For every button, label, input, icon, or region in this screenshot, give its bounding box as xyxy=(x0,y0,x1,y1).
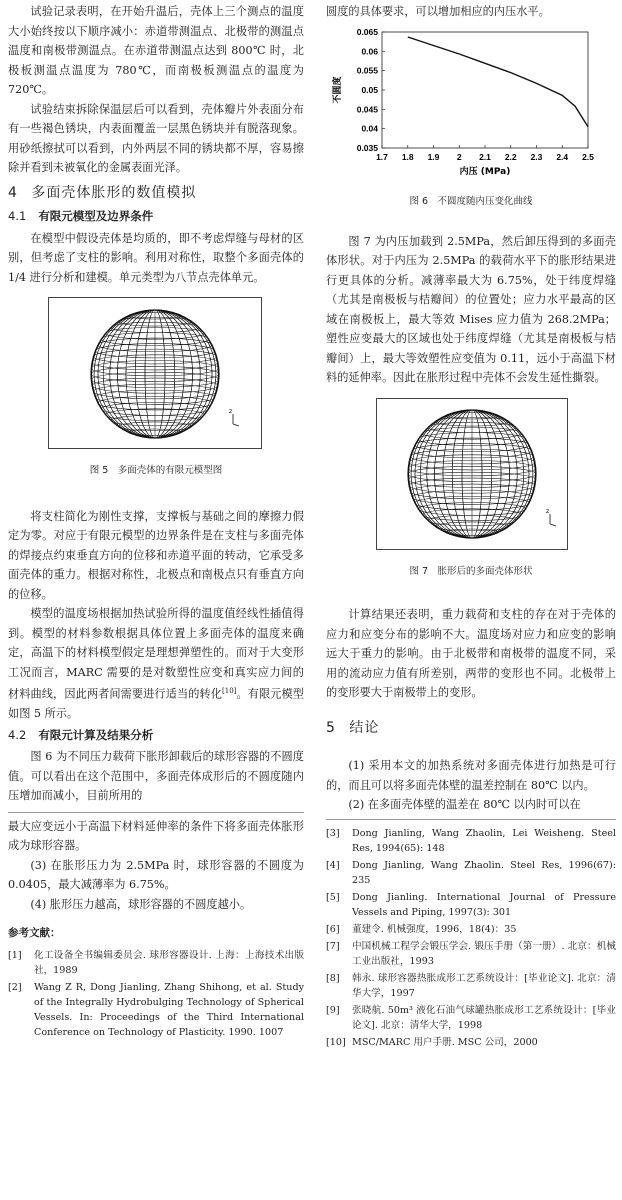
reference-number: [1] xyxy=(8,949,22,961)
reference-number: [3] xyxy=(326,827,340,839)
paragraph: 试验记录表明，在开始升温后，壳体上三个测点的温度大小始终按以下顺序减小：赤道带测温点、北极带的测温点温度和南极带测温点。在赤道带测温点达到 800℃ 时，北极板测温点温度为 780℃，而南极板测温点的温度为 720℃。 xyxy=(8,5,304,96)
reference-number: [2] xyxy=(8,981,22,993)
axis-marker xyxy=(546,508,556,526)
figure-7-caption: 图 7 胀形后的多面壳体形状 xyxy=(409,565,533,577)
paragraph: 计算结果还表明，重力载荷和支柱的存在对于壳体的应力和应变分布的影响不大。温度场对应力和应变的影响远大于重力的影响。由于北极带和南极带的温度不同，采用的流动应力值有所差别，两带的变形也不同。北极带上的变形要大于南极带上的变形。 xyxy=(326,608,616,699)
fe-model-sphere-image xyxy=(49,298,261,448)
paragraph: 试验结束拆除保温层后可以看到，壳体瓣片外表面分布有一些褐色锈块，内表面覆盖一层黑色锈块并有脱落现象。用砂纸擦拭可以看到，内外两层不同的锈块都不厚，容易擦除并看到未被氧化的金属表面光泽。 xyxy=(8,102,304,174)
subsection-heading xyxy=(8,726,304,746)
reference-number: [4] xyxy=(326,859,340,871)
x-tick-label: 2.3 xyxy=(530,151,543,162)
paragraph: 在模型中假设壳体是均质的，即不考虑焊缝与母材的区别，但考虑了支柱的影响。利用对称性，取整个多面壳体的 1/4 进行分析和建模。单元类型为八节点壳体单元。 xyxy=(8,231,304,284)
reference-text: Dong Jianling. International Journal of Pressure Vessels and Piping, 1997(3): 301 xyxy=(352,891,616,918)
text-run: 。有限元模型如图 5 所示。 xyxy=(8,687,304,721)
section-number: 4 xyxy=(8,184,18,201)
section-heading xyxy=(326,719,616,739)
reference-text: 化工设备全书编辑委员会. 球形容器设计. 上海：上海技术出版社，1989 xyxy=(34,949,304,976)
references-title: 参考文献： xyxy=(8,927,61,940)
reference-item xyxy=(326,890,616,920)
citation: [10] xyxy=(222,687,237,695)
y-tick-label: 0.06 xyxy=(361,45,378,56)
figure-6-caption: 图 6 不圆度随内压变化曲线 xyxy=(409,196,533,207)
section-heading xyxy=(8,184,304,204)
x-tick-label: 2.1 xyxy=(479,151,491,162)
reference-text: MSC/MARC 用户手册. MSC 公司，2000 xyxy=(352,1036,538,1048)
reference-text: 董建令. 机械强度，1996，18(4)：35 xyxy=(352,923,517,935)
text-run: 模型的温度场根据加热试验所得的温度值经线性插值得到。模型的材料参数根据具体位置上多面壳体的温度来确定，高温下的材料模型假定是理想弹塑性的。而对于大变形工况而言，MARC 需要的是对数塑性应变和真实应力间的材料曲线，因此两者间需要进行适当的转化 xyxy=(8,607,304,701)
reference-list xyxy=(326,826,616,1050)
reference-item xyxy=(326,1035,616,1050)
section-title: 结论 xyxy=(349,719,380,736)
paragraph xyxy=(8,604,304,724)
reference-item xyxy=(8,948,304,978)
reference-number: [8] xyxy=(326,972,340,984)
figure-7 xyxy=(376,398,568,550)
reference-item xyxy=(326,922,616,937)
section-number: 5 xyxy=(326,719,336,736)
x-tick-label: 1.8 xyxy=(401,151,414,162)
mesh-lines xyxy=(91,310,219,438)
paragraph: (1) 采用本文的加热系统对多面壳体进行加热是可行的，而且可以将多面壳体壁的温差控制在 80℃ 以内。 xyxy=(326,759,616,792)
paragraph: 图 7 为内压加载到 2.5MPa，然后卸压得到的多面壳体形状。对于内压为 2.5MPa 的载荷水平下的胀形结果进行更具体的分析。减薄率最大为 6.75%，处于纬度焊缝（尤其是南极板与桔瓣间）的位置处；应力水平最高的区域在南极板上，最大等效 Mises 应力值为 268.2MPa；塑性应变最大的区域也处于纬度焊缝（尤其是南极板与桔瓣间）上，最大等效塑性应变值为 0.11，远小于高温下材料的延伸率。因此在胀形过程中壳体不会发生延性撕裂。 xyxy=(326,234,616,384)
paragraph: (3) 在胀形压力为 2.5MPa 时，球形容器的不圆度为 0.0405，最大减薄率为 6.75%。 xyxy=(8,858,304,892)
y-tick-label: 0.05 xyxy=(361,84,378,95)
series-line xyxy=(408,37,588,127)
subsection-number: 4.2 xyxy=(8,727,27,742)
reference-text: 中国机械工程学会锻压学会. 锻压手册（第一册）. 北京：机械工业出版社，1993 xyxy=(352,940,616,967)
reference-item xyxy=(8,980,304,1040)
reference-item xyxy=(326,826,616,856)
reference-number: [5] xyxy=(326,891,340,903)
plot-frame xyxy=(382,32,588,148)
y-axis-label: 不圆度 xyxy=(333,75,343,104)
subsection-title: 有限元模型及边界条件 xyxy=(38,209,154,223)
subsection-number: 4.1 xyxy=(8,209,27,223)
reference-text: Dong Jianling, Wang Zhaolin. Steel Res, 1996(67): 235 xyxy=(352,859,616,886)
mesh-lines xyxy=(408,410,536,538)
x-tick-label: 2.4 xyxy=(556,151,569,162)
figure-5 xyxy=(48,297,262,449)
left-column xyxy=(8,2,304,1042)
y-tick-label: 0.035 xyxy=(356,142,378,153)
reference-item xyxy=(326,858,616,888)
y-tick-label: 0.065 xyxy=(356,26,378,37)
figure-5-caption: 图 5 多面壳体的有限元模型图 xyxy=(89,465,223,476)
x-tick-label: 2 xyxy=(456,151,462,162)
y-tick-label: 0.04 xyxy=(361,123,378,134)
reference-item xyxy=(326,1003,616,1033)
x-tick-label: 1.9 xyxy=(427,151,440,162)
reference-number: [6] xyxy=(326,923,340,935)
bulged-shell-sphere-image xyxy=(377,399,567,549)
x-axis-label: 内压 (MPa) xyxy=(459,166,511,177)
reference-list xyxy=(8,948,304,1040)
x-tick-label: 2.2 xyxy=(504,151,517,162)
reference-item xyxy=(326,971,616,1001)
subsection-title: 有限元计算及结果分析 xyxy=(38,727,154,742)
divider xyxy=(326,819,616,820)
y-tick-label: 0.045 xyxy=(356,103,378,114)
reference-text: 张晓航. 50m³ 液化石油气球罐热胀成形工艺系统设计：[毕业论文]. 北京：清华大学，1998 xyxy=(352,1004,616,1031)
x-tick-label: 1.7 xyxy=(376,151,388,162)
reference-text: Dong Jianling, Wang Zhaolin, Lei Weisheng. Steel Res, 1994(65): 148 xyxy=(352,827,616,854)
paragraph: 将支柱简化为刚性支撑，支撑板与基础之间的摩擦力假定为零。对应于有限元模型的边界条件是在支柱与多面壳体的焊接点约束垂直方向的位移和赤道平面的转动，它承受多面壳体的重力。根据对称性，北极点和南极点只有垂直方向的位移。 xyxy=(8,509,304,601)
x-tick-label: 2.5 xyxy=(582,151,594,162)
reference-text: Wang Z R, Dong Jianling, Zhang Shihong, et al. Study of the Integrally Hydrobulging Technology of Spherical Vessels. In: Proceedings of the Third International Conference on Technology of Plasticity. 1990. 1007 xyxy=(34,981,304,1038)
paragraph: 图 6 为不同压力载荷下胀形卸载后的球形容器的不圆度值。可以看出在这个范围中，多面壳体成形后的不圆度随内压增加而减小，目前所用的 xyxy=(8,750,304,803)
subsection-heading xyxy=(8,207,304,227)
paragraph: (2) 在多面壳体壁的温差在 80℃ 以内时可以在 xyxy=(348,798,581,811)
reference-number: [10] xyxy=(326,1036,346,1048)
reference-item xyxy=(326,939,616,969)
section-title: 多面壳体胀形的数值模拟 xyxy=(31,184,197,201)
reference-number: [7] xyxy=(326,940,340,952)
paragraph: 最大应变远小于高温下材料延伸率的条件下将多面壳体胀形成为球形容器。 xyxy=(8,819,304,853)
reference-number: [9] xyxy=(326,1004,340,1016)
nonroundness-chart xyxy=(326,26,616,186)
figure-6 xyxy=(326,26,616,193)
paragraph: (4) 胀形压力越高，球形容器的不圆度越小。 xyxy=(30,897,252,911)
svg-text:z: z xyxy=(546,507,550,515)
axis-marker xyxy=(229,408,239,426)
reference-text: 韩永. 球形容器热胀成形工艺系统设计：[毕业论文]. 北京：清华大学，1997 xyxy=(352,972,616,999)
right-column xyxy=(326,2,616,1052)
svg-text:z: z xyxy=(229,408,233,415)
paragraph: 圆度的具体要求，可以增加相应的内压水平。 xyxy=(326,5,550,18)
divider xyxy=(8,812,304,813)
y-tick-label: 0.055 xyxy=(356,65,378,76)
